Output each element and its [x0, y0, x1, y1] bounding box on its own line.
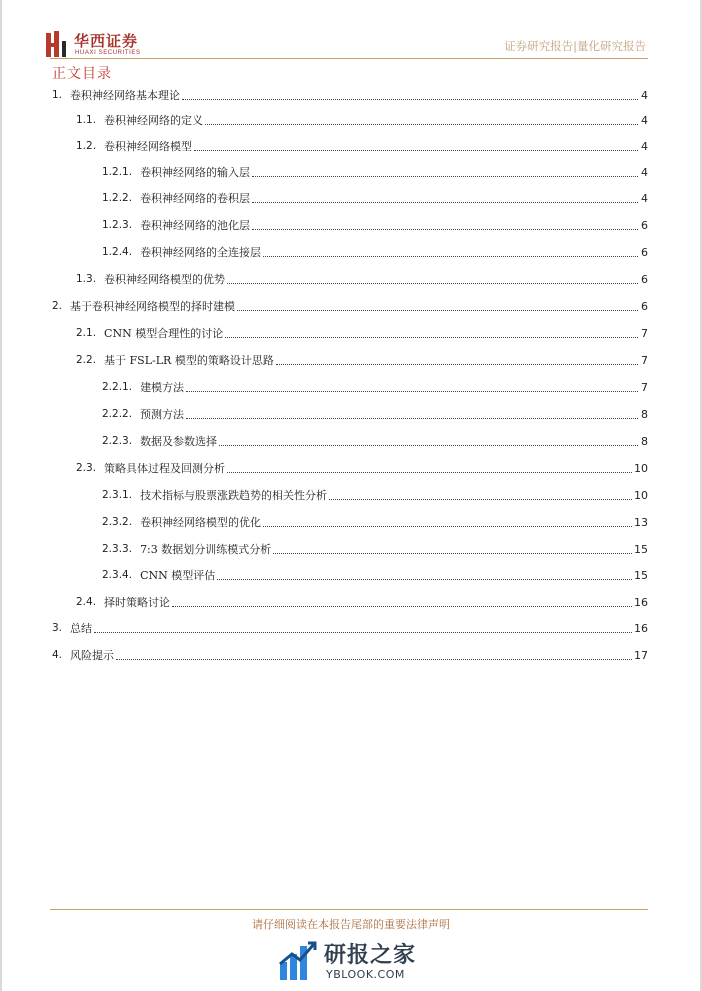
toc-entry-number: 2.3.3. [102, 543, 133, 555]
toc-entry-page: 6 [641, 245, 648, 259]
toc-dot-leader [329, 499, 632, 500]
toc-entry[interactable] [102, 513, 648, 531]
toc-entry[interactable] [102, 163, 648, 181]
toc-entry-number: 1.2.4. [102, 246, 133, 258]
toc-entry[interactable] [102, 243, 648, 261]
toc-entry-title: 卷积神经网络模型的优化 [140, 516, 262, 529]
toc-entry-title: 择时策略讨论 [104, 596, 171, 609]
toc-entry-page: 13 [634, 515, 648, 529]
toc-entry-page: 4 [641, 165, 648, 179]
toc-entry[interactable] [76, 111, 648, 129]
toc-dot-leader [186, 391, 638, 392]
toc-dot-leader [182, 99, 638, 100]
toc-entry-number: 2.3.1. [102, 489, 133, 501]
toc-dot-leader [273, 553, 632, 554]
watermark-cn: 研报之家 [324, 943, 417, 968]
toc-entry-number: 2.2. [76, 354, 97, 366]
toc-entry-title: 策略具体过程及回测分析 [104, 462, 226, 475]
toc-entry-page: 6 [641, 218, 648, 232]
toc-entry-number: 3. [52, 622, 63, 634]
toc-entry-title: 基于卷积神经网络模型的择时建模 [70, 300, 236, 313]
legal-disclaimer: 请仔细阅读在本报告尾部的重要法律声明 [252, 918, 450, 931]
toc-entry[interactable] [102, 405, 648, 423]
toc-dot-leader [237, 310, 638, 311]
toc-entry-number: 1.2.2. [102, 192, 133, 204]
toc-entry-number: 2.3.4. [102, 569, 133, 581]
toc-entry-title: 技术指标与股票涨跌趋势的相关性分析 [140, 489, 328, 502]
toc-entry[interactable] [76, 270, 648, 288]
toc-entry[interactable] [76, 324, 648, 342]
toc-entry-title: 基于 FSL-LR 模型的策略设计思路 [104, 354, 274, 367]
toc-entry-title: 卷积神经网络的全连接层 [140, 246, 262, 259]
toc-entry[interactable] [76, 459, 648, 477]
toc-entry-number: 4. [52, 649, 63, 661]
toc-entry-page: 15 [634, 568, 648, 582]
toc-entry-page: 8 [641, 434, 648, 448]
toc-entry-number: 1.2. [76, 140, 97, 152]
toc-entry-number: 2. [52, 300, 63, 312]
toc-entry[interactable] [102, 432, 648, 450]
toc-entry-title: 总结 [70, 622, 93, 635]
toc-entry-title: 预测方法 [140, 408, 185, 421]
toc-entry-title: 卷积神经网络模型的优势 [104, 273, 226, 286]
document-page [2, 0, 700, 991]
toc-entry-page: 7 [641, 353, 648, 367]
toc-entry-page: 4 [641, 88, 648, 102]
toc-entry-page: 15 [634, 542, 648, 556]
toc-entry[interactable] [102, 486, 648, 504]
toc-dot-leader [186, 418, 638, 419]
bar-chart-logo-icon [278, 940, 318, 982]
toc-entry-number: 2.2.3. [102, 435, 133, 447]
toc-entry-page: 4 [641, 191, 648, 205]
toc-entry-number: 1.1. [76, 114, 97, 126]
toc-dot-leader [276, 364, 638, 365]
toc-entry[interactable] [76, 351, 648, 369]
toc-dot-leader [263, 526, 632, 527]
yblook-watermark [278, 938, 438, 988]
toc-dot-leader [116, 659, 632, 660]
toc-dot-leader [252, 176, 638, 177]
toc-entry-number: 2.4. [76, 596, 97, 608]
toc-entry[interactable] [52, 86, 648, 104]
toc-entry-number: 1. [52, 89, 63, 101]
toc-entry-page: 17 [634, 648, 648, 662]
toc-dot-leader [217, 579, 632, 580]
toc-entry-title: 7:3 数据划分训练模式分析 [140, 543, 272, 556]
toc-title: 正文目录 [52, 66, 112, 82]
toc-entry-page: 10 [634, 461, 648, 475]
toc-dot-leader [252, 229, 638, 230]
toc-entry-number: 2.2.2. [102, 408, 133, 420]
toc-entry[interactable] [76, 593, 648, 611]
toc-dot-leader [194, 150, 638, 151]
toc-entry[interactable] [102, 216, 648, 234]
toc-entry-page: 16 [634, 595, 648, 609]
toc-entry-number: 1.2.1. [102, 166, 133, 178]
toc-entry-page: 4 [641, 139, 648, 153]
toc-entry-title: 卷积神经网络基本理论 [70, 89, 181, 102]
toc-entry[interactable] [102, 540, 648, 558]
toc-entry-title: 卷积神经网络的卷积层 [140, 192, 251, 205]
toc-entry-page: 8 [641, 407, 648, 421]
toc-entry-title: 卷积神经网络模型 [104, 140, 193, 153]
toc-entry-page: 7 [641, 326, 648, 340]
toc-entry[interactable] [102, 378, 648, 396]
toc-entry-title: 卷积神经网络的定义 [104, 114, 204, 127]
toc-entry-title: CNN 模型评估 [140, 569, 216, 582]
toc-entry-number: 1.3. [76, 273, 97, 285]
toc-entry-title: 风险提示 [70, 649, 115, 662]
toc-dot-leader [252, 202, 638, 203]
toc-entry[interactable] [76, 137, 648, 155]
watermark-en: YBLOOK.COM [326, 968, 405, 981]
toc-dot-leader [219, 445, 638, 446]
toc-entry-page: 16 [634, 621, 648, 635]
toc-entry[interactable] [102, 566, 648, 584]
table-of-contents [2, 0, 700, 991]
toc-entry[interactable] [52, 297, 648, 315]
toc-entry-page: 7 [641, 380, 648, 394]
toc-entry-title: 建模方法 [140, 381, 185, 394]
brand-name-en: HUAXI SECURITIES [75, 50, 141, 56]
toc-dot-leader [227, 283, 638, 284]
toc-dot-leader [172, 606, 632, 607]
toc-entry-page: 6 [641, 299, 648, 313]
toc-entry-number: 2.3.2. [102, 516, 133, 528]
toc-entry-title: 卷积神经网络的输入层 [140, 166, 251, 179]
toc-dot-leader [263, 256, 638, 257]
toc-entry-number: 2.2.1. [102, 381, 133, 393]
toc-dot-leader [205, 124, 638, 125]
toc-entry[interactable] [52, 646, 648, 664]
report-type-label: 证券研究报告|量化研究报告 [504, 39, 646, 53]
toc-entry-title: 数据及参数选择 [140, 435, 218, 448]
toc-entry-number: 1.2.3. [102, 219, 133, 231]
footer-divider [50, 909, 648, 910]
toc-entry-page: 4 [641, 113, 648, 127]
toc-entry-page: 6 [641, 272, 648, 286]
toc-entry-number: 2.1. [76, 327, 97, 339]
toc-dot-leader [227, 472, 632, 473]
toc-entry[interactable] [102, 189, 648, 207]
toc-dot-leader [225, 337, 638, 338]
brand-name: 华西证券 [74, 32, 139, 50]
toc-entry-page: 10 [634, 488, 648, 502]
toc-dot-leader [94, 632, 632, 633]
toc-entry-title: CNN 模型合理性的讨论 [104, 327, 224, 340]
toc-entry-number: 2.3. [76, 462, 97, 474]
toc-entry[interactable] [52, 619, 648, 637]
toc-entry-title: 卷积神经网络的池化层 [140, 219, 251, 232]
